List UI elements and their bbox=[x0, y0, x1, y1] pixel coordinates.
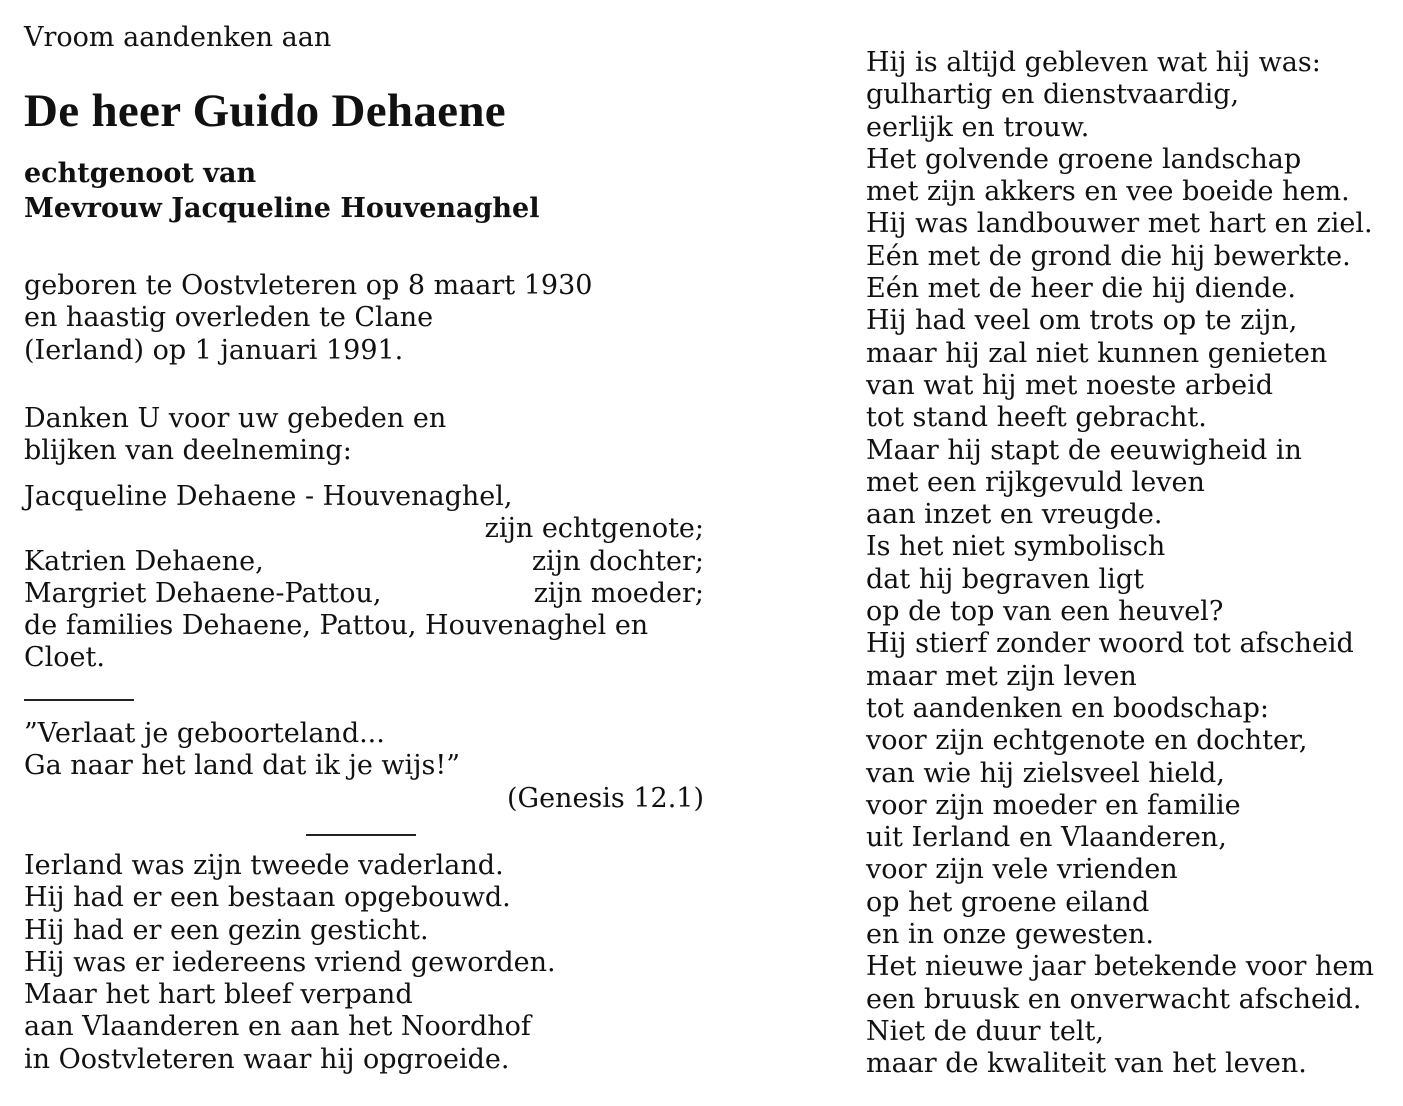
poem-line: Eén met de grond die hij bewerkte. bbox=[866, 240, 1351, 272]
poem-line: tot stand heeft gebracht. bbox=[866, 402, 1207, 434]
poem-line: maar de kwaliteit van het leven. bbox=[866, 1048, 1307, 1080]
death-line: en haastig overleden te Clane bbox=[24, 302, 434, 334]
families-line: de families Dehaene, Pattou, Houvenaghel en bbox=[24, 610, 649, 642]
poem-line: tot aandenken en boodschap: bbox=[866, 692, 1269, 724]
widow-name: Jacqueline Dehaene - Houvenaghel, bbox=[24, 481, 513, 512]
mother-name: Margriet Dehaene-Pattou, bbox=[24, 577, 382, 609]
daughter-role: zijn dochter; bbox=[531, 545, 704, 577]
poem-line: en in onze gewesten. bbox=[866, 919, 1154, 951]
bible-quote bbox=[24, 718, 704, 815]
spouse-block bbox=[24, 156, 539, 226]
thanks-line: blijken van deelneming: bbox=[24, 435, 352, 467]
death-date-line: (Ierland) op 1 januari 1991. bbox=[24, 334, 404, 366]
daughter-row bbox=[24, 546, 704, 578]
spouse-name: Mevrouw Jacqueline Houvenaghel bbox=[24, 193, 540, 224]
poem-line: maar hij zal niet kunnen genieten bbox=[866, 337, 1328, 369]
poem-line: met een rijkgevuld leven bbox=[866, 466, 1205, 498]
poem-line: Hij had er een gezin gesticht. bbox=[24, 914, 429, 946]
poem-line: Hij had er een bestaan opgebouwd. bbox=[24, 882, 511, 914]
memorial-intro: Vroom aandenken aan bbox=[24, 22, 332, 53]
deceased-name: De heer Guido Dehaene bbox=[24, 85, 506, 137]
poem-line: Hij was landbouwer met hart en ziel. bbox=[866, 208, 1373, 240]
poem-line: maar met zijn leven bbox=[866, 660, 1137, 692]
poem-line: met zijn akkers en vee boeide hem. bbox=[866, 176, 1350, 208]
poem-line: uit Ierland en Vlaanderen, bbox=[866, 822, 1227, 854]
quote-reference: (Genesis 12.1) bbox=[506, 782, 704, 814]
poem-line: Het golvende groene landschap bbox=[866, 143, 1302, 175]
poem-line: Eén met de heer die hij diende. bbox=[866, 273, 1296, 305]
poem-left bbox=[24, 850, 556, 1076]
poem-line: op het groene eiland bbox=[866, 886, 1150, 918]
poem-line: eerlijk en trouw. bbox=[866, 111, 1090, 143]
birth-line: geboren te Oostvleteren op 8 maart 1930 bbox=[24, 270, 593, 301]
quote-line: ”Verlaat je geboorteland... bbox=[24, 718, 385, 749]
divider bbox=[306, 834, 416, 836]
poem-line: gulhartig en dienstvaardig, bbox=[866, 79, 1240, 111]
mother-role: zijn moeder; bbox=[533, 577, 704, 609]
poem-line: op de top van een heuvel? bbox=[866, 596, 1224, 628]
poem-line: voor zijn echtgenote en dochter, bbox=[866, 725, 1308, 757]
poem-line: Hij was er iedereens vriend geworden. bbox=[24, 946, 556, 978]
families-line: Cloet. bbox=[24, 642, 105, 674]
poem-line: Het nieuwe jaar betekende voor hem bbox=[866, 951, 1374, 983]
thanks-line: Danken U voor uw gebeden en bbox=[24, 403, 447, 434]
spouse-relation: echtgenoot van bbox=[24, 158, 257, 189]
poem-right bbox=[866, 47, 1396, 1081]
poem-line: een bruusk en onverwacht afscheid. bbox=[866, 983, 1362, 1015]
widow-role: zijn echtgenote; bbox=[484, 513, 704, 545]
daughter-name: Katrien Dehaene, bbox=[24, 545, 264, 577]
family-list bbox=[24, 481, 704, 675]
poem-line: aan Vlaanderen en aan het Noordhof bbox=[24, 1011, 531, 1043]
poem-line: voor zijn vele vrienden bbox=[866, 854, 1178, 886]
poem-line: van wie hij zielsveel hield, bbox=[866, 757, 1225, 789]
poem-line: aan inzet en vreugde. bbox=[866, 499, 1163, 531]
birth-death-block bbox=[24, 270, 592, 367]
poem-line: Hij stierf zonder woord tot afscheid bbox=[866, 628, 1354, 660]
poem-line: dat hij begraven ligt bbox=[866, 563, 1144, 595]
poem-line: Niet de duur telt, bbox=[866, 1015, 1104, 1047]
poem-line: Hij had veel om trots op te zijn, bbox=[866, 305, 1298, 337]
poem-line: Ierland was zijn tweede vaderland. bbox=[24, 850, 504, 881]
divider bbox=[24, 699, 134, 701]
poem-line: voor zijn moeder en familie bbox=[866, 789, 1241, 821]
thanks-block bbox=[24, 403, 446, 468]
poem-line: Maar het hart bleef verpand bbox=[24, 979, 413, 1011]
poem-line: in Oostvleteren waar hij opgroeide. bbox=[24, 1043, 510, 1075]
mother-row bbox=[24, 578, 704, 610]
poem-line: Maar hij stapt de eeuwigheid in bbox=[866, 434, 1302, 466]
poem-line: van wat hij met noeste arbeid bbox=[866, 369, 1274, 401]
poem-line: Hij is altijd gebleven wat hij was: bbox=[866, 47, 1321, 78]
quote-line: Ga naar het land dat ik je wijs!” bbox=[24, 750, 461, 782]
poem-line: Is het niet symbolisch bbox=[866, 531, 1166, 563]
